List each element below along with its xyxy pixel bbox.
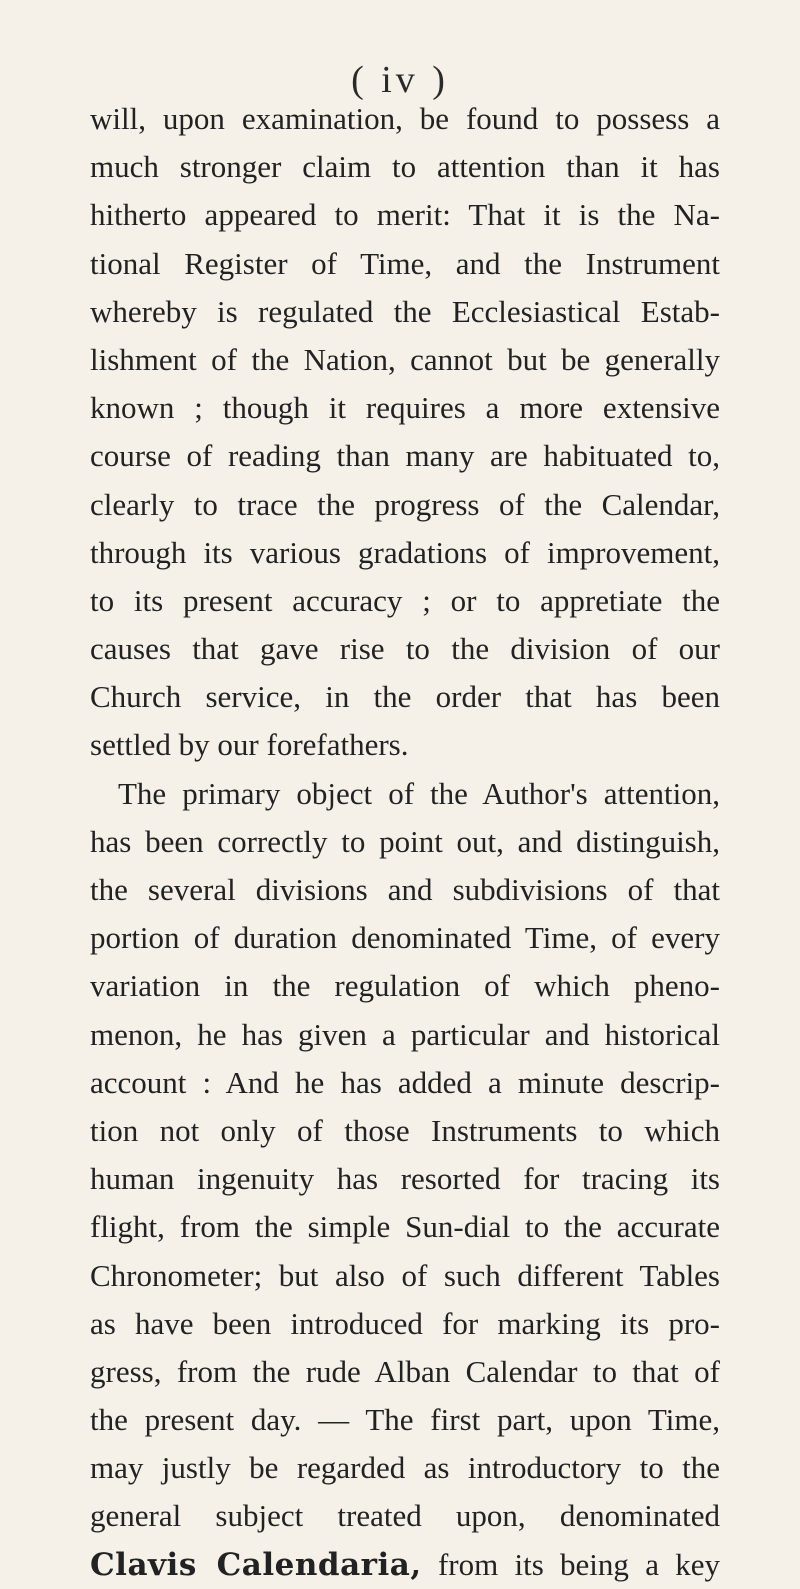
text-line: variation in the regulation of which pheno- xyxy=(90,968,720,1004)
text-line: course of reading than many are habituated to, xyxy=(90,438,720,474)
text-line: tion not only of those Instruments to which xyxy=(90,1112,720,1148)
body-text xyxy=(90,95,720,1589)
text-line: as have been introduced for marking its pro- xyxy=(90,1305,720,1341)
text-line: much stronger claim to attention than it has xyxy=(90,149,720,185)
text-line: flight, from the simple Sun-dial to the accurate xyxy=(90,1209,720,1245)
text-line: will, upon examination, be found to possess a xyxy=(90,101,720,136)
text-line: portion of duration denominated Time, of every xyxy=(90,920,720,956)
text-line-last xyxy=(90,1541,720,1589)
blackletter-title: Clavis Calendaria, xyxy=(90,1546,422,1583)
text-line: lishment of the Nation, cannot but be generally xyxy=(90,341,720,377)
text-line: the present day. — The first part, upon Time, xyxy=(90,1402,720,1438)
text-line: may justly be regarded as introductory to the xyxy=(90,1450,720,1486)
text-line: settled by our forefathers. xyxy=(90,727,409,763)
text-line: through its various gradations of improvement, xyxy=(90,534,720,570)
text-line: Chronometer; but also of such different Tables xyxy=(90,1257,720,1293)
text-line: Church service, in the order that has been xyxy=(90,679,720,715)
text-line: human ingenuity has resorted for tracing its xyxy=(90,1161,720,1197)
text-line: The primary object of the Author's attention, xyxy=(118,775,720,811)
text-line: clearly to trace the progress of the Calendar, xyxy=(90,486,720,522)
text-line: menon, he has given a particular and historical xyxy=(90,1016,720,1052)
text-line: whereby is regulated the Ecclesiastical Estab- xyxy=(90,293,720,329)
text-line: account : And he has added a minute descrip- xyxy=(90,1064,720,1100)
text-line: gress, from the rude Alban Calendar to that of xyxy=(90,1353,720,1389)
text-line: the several divisions and subdivisions of that xyxy=(90,872,720,907)
text-line: has been correctly to point out, and distinguish, xyxy=(90,823,720,859)
page-number: ( iv ) xyxy=(351,59,449,101)
text-line: known ; though it requires a more extensive xyxy=(90,390,720,426)
text-line: tional Register of Time, and the Instrument xyxy=(90,245,720,281)
text-fragment: from its being a key xyxy=(437,1546,720,1582)
text-line: causes that gave rise to the division of our xyxy=(90,631,720,667)
text-line: hitherto appeared to merit: That it is the Na- xyxy=(90,197,720,233)
text-line: to its present accuracy ; or to appretiate the xyxy=(90,582,720,618)
text-line: general subject treated upon, denominated xyxy=(90,1498,720,1534)
